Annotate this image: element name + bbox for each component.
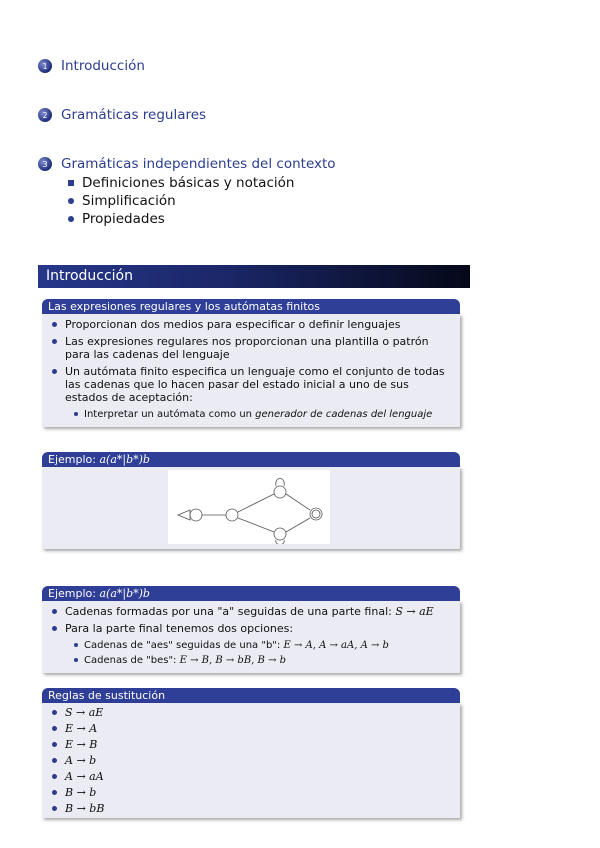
bullet-icon [52,790,57,795]
rule-text: E → B [65,738,98,751]
list-item [52,318,454,331]
list-item-text: Proporcionan dos medios para especificar o definir lenguajes [65,318,401,331]
accept-ring [312,510,320,518]
toc-subitem-label: Propiedades [82,211,165,227]
rule-text: B → b [65,786,97,799]
sub-item-text: Interpretar un autómata como un [84,409,256,420]
bullet-icon [52,726,57,731]
bullet-icon [74,643,78,647]
start-arrow-icon [178,510,190,520]
bullet-icon [74,658,78,662]
sub-item-text: Cadenas de "aes" seguidas de una "b": [84,640,284,651]
list-item [52,335,454,361]
rule-text: E → A [65,722,98,735]
automaton-diagram [168,470,330,544]
block-title: Reglas de sustitución [42,688,460,703]
rule-item [52,802,454,815]
sub-item-math: E → A, A → aA, A → b [283,640,389,651]
toc-number-badge: 3 [38,157,52,171]
list-item-text: Un autómata finito especifica un lenguaje como el conjunto de todas las cadenas que lo hacen pasar del estado inicial a uno de sus estados de aceptación: [65,365,445,404]
block-body [42,703,460,818]
sub-item-italic: generador de cadenas del lenguaje [255,409,433,420]
rule-text: A → b [65,754,97,767]
bullet-icon [52,710,57,715]
bullet-icon [52,609,57,614]
list-item-text: Para la parte final tenemos dos opciones: [65,622,294,635]
bullet-icon [52,758,57,763]
bullet-icon [74,412,78,416]
block-title-prefix: Ejemplo: [48,587,100,600]
toc-subitems [68,174,498,228]
toc-subitem[interactable] [68,210,498,228]
rule-text: B → bB [65,802,105,815]
sub-list-item [74,408,454,421]
bullet-icon [52,806,57,811]
rule-item [52,706,454,719]
toc-number-badge: 2 [38,108,52,122]
block-title-math: a(a*|b*)b [99,453,150,466]
rule-item [52,738,454,751]
block-reglas [42,688,460,818]
state-q1 [226,509,238,521]
toc-number-badge: 1 [38,59,52,73]
circle-bullet-icon [68,198,74,204]
toc-item[interactable] [38,107,498,123]
bullet-icon [52,369,57,374]
list-item-text: Cadenas formadas por una "a" seguidas de una parte final: [65,605,396,618]
block-body [42,601,460,673]
bullet-icon [52,626,57,631]
table-of-contents [38,58,498,228]
rule-item [52,754,454,767]
bullet-icon [52,742,57,747]
toc-subitem[interactable] [68,174,498,192]
toc-subitem-label: Simplificación [82,193,176,209]
block-body [42,467,460,549]
list-item [52,622,454,635]
circle-bullet-icon [68,216,74,222]
block-title [42,586,460,601]
toc-label: Gramáticas regulares [61,107,207,123]
rule-text: A → aA [65,770,104,783]
state-q3 [274,528,286,540]
toc-subitem-label: Definiciones básicas y notación [82,175,295,191]
block-expresiones [42,299,460,427]
state-q0 [190,509,202,521]
block-title [42,452,460,467]
sub-item-math: E → B, B → bB, B → b [179,655,287,666]
state-q2 [274,486,286,498]
block-title-math: a(a*|b*)b [99,587,150,600]
rule-item [52,786,454,799]
toc-item[interactable] [38,156,498,172]
list-item-text: Las expresiones regulares nos proporcionan una plantilla o patrón para las cadenas del lenguaje [65,335,429,361]
list-item [52,365,454,404]
toc-label: Introducción [61,58,145,74]
rule-item [52,722,454,735]
square-bullet-icon [68,180,74,186]
toc-label: Gramáticas independientes del contexto [61,156,336,172]
sub-list-item [74,654,454,667]
block-title: Las expresiones regulares y los autómatas finitos [42,299,460,314]
list-item [52,605,454,618]
block-body [42,314,460,427]
toc-subitem[interactable] [68,192,498,210]
frame-title: Introducción [38,265,470,288]
block-ejemplo-automata [42,452,460,552]
bullet-icon [52,774,57,779]
rule-item [52,770,454,783]
block-ejemplo [42,586,460,673]
block-title-prefix: Ejemplo: [48,453,100,466]
sub-item-text: Cadenas de "bes": [84,655,180,666]
list-item-math: S → aE [395,605,434,618]
bullet-icon [52,339,57,344]
sub-list-item [74,639,454,652]
bullet-icon [52,322,57,327]
toc-item[interactable] [38,58,498,74]
rule-text: S → aE [65,706,104,719]
